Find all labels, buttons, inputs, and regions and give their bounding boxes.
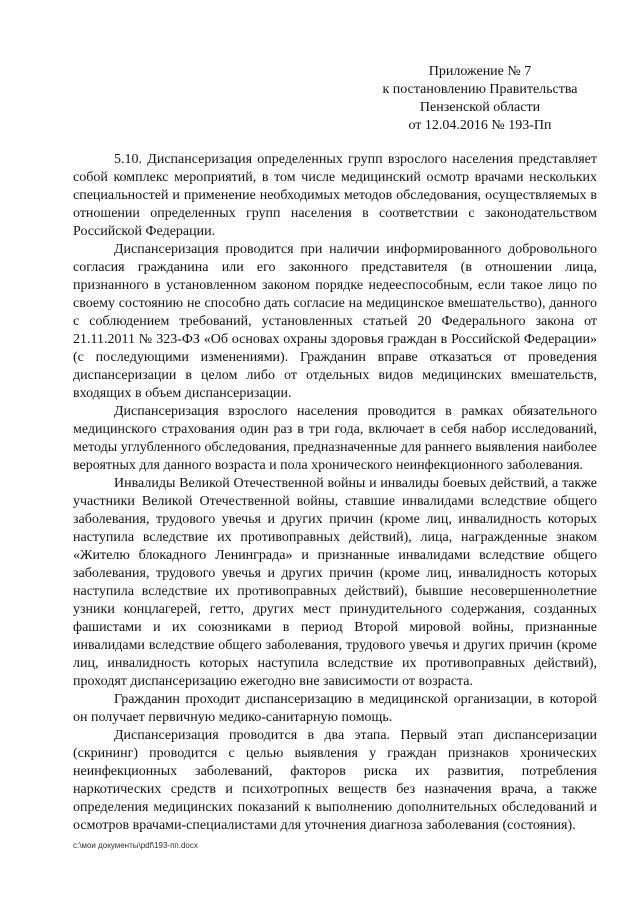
paragraph-consent: Диспансеризация проводится при наличии информированного добровольного согласия гражданина или его законного представителя (в отношении лица, признанного в установленном законом порядке недееспособным, если такое лицо по своему состоянию не способно дать согласие на медицинское вмешательство), данного с соблюдением требований, установленных статьей 20 Федерального закона от 21.11.2011 № 323-ФЗ «Об основах охраны здоровья граждан в Российской Федерации» (с последующими изменениями). Гражданин вправе отказаться от проведения диспансеризации в целом либо от отдельных видов медицинских вмешательств, входящих в объем диспансеризации. bbox=[73, 242, 597, 401]
appendix-number: Приложение № 7 bbox=[428, 64, 532, 79]
paragraph-frequency: Диспансеризация взрослого населения проводится в рамках обязательного медицинского страхования один раз в три года, включает в себя набор исследований, методы углубленного обследования, предназначенные для раннего выявления наиболее вероятных для данного возраста и пола хронического неинфекционного заболевания. bbox=[73, 404, 597, 473]
paragraph-stages: Диспансеризация проводится в два этапа. Первый этап диспансеризации (скрининг) проводится с целью выявления у граждан признаков хронических неинфекционных заболеваний, факторов риска их развития, потребления наркотических средств и психотропных веществ без назначения врача, а также определения медицинских показаний к выполнению дополнительных обследований и осмотров врачами-специалистами для уточнения диагноза заболевания (состояния). bbox=[73, 728, 597, 833]
appendix-region: Пензенской области bbox=[419, 100, 541, 115]
paragraph-organization: Гражданин проходит диспансеризацию в медицинской организации, в которой он получает первичную медико-санитарную помощь. bbox=[73, 692, 597, 725]
appendix-date: от 12.04.2016 № 193-Пп bbox=[408, 118, 552, 133]
paragraph-annual-groups: Инвалиды Великой Отечественной войны и инвалиды боевых действий, а также участники Великой Отечественной войны, ставшие инвалидами вследствие общего заболевания, трудового увечья и других причин (кроме лиц, инвалидность которых наступила вследствие их противоправных действий), лица, награжденные знаком «Жителю блокадного Ленинграда» и признанные инвалидами вследствие общего заболевания, трудового увечья и других причин (кроме лиц, инвалидность которых наступила вследствие их противоправных действий), бывшие несовершеннолетние узники концлагерей, гетто, других мест принудительного содержания, созданных фашистами и их союзниками в период Второй мировой войны, признанные инвалидами вследствие общего заболевания, трудового увечья и других причин (кроме лиц, инвалидность которых наступила вследствие их противоправных действий), проходят диспансеризацию ежегодно вне зависимости от возраста. bbox=[73, 476, 597, 689]
document-body bbox=[73, 151, 597, 835]
paragraph-definition: 5.10. Диспансеризация определенных групп взрослого населения представляет собой комплекс мероприятий, в том числе медицинский осмотр врачами нескольких специальностей и применение необходимых методов обследования, осуществляемых в отношении определенных групп населения в соответствии с законодательством Российской Федерации. bbox=[73, 152, 597, 239]
appendix-reference: к постановлению Правительства bbox=[382, 82, 578, 97]
file-path-footer: c:\мои документы\pdf\193-пп.docx bbox=[73, 841, 198, 850]
appendix-header bbox=[360, 63, 600, 135]
